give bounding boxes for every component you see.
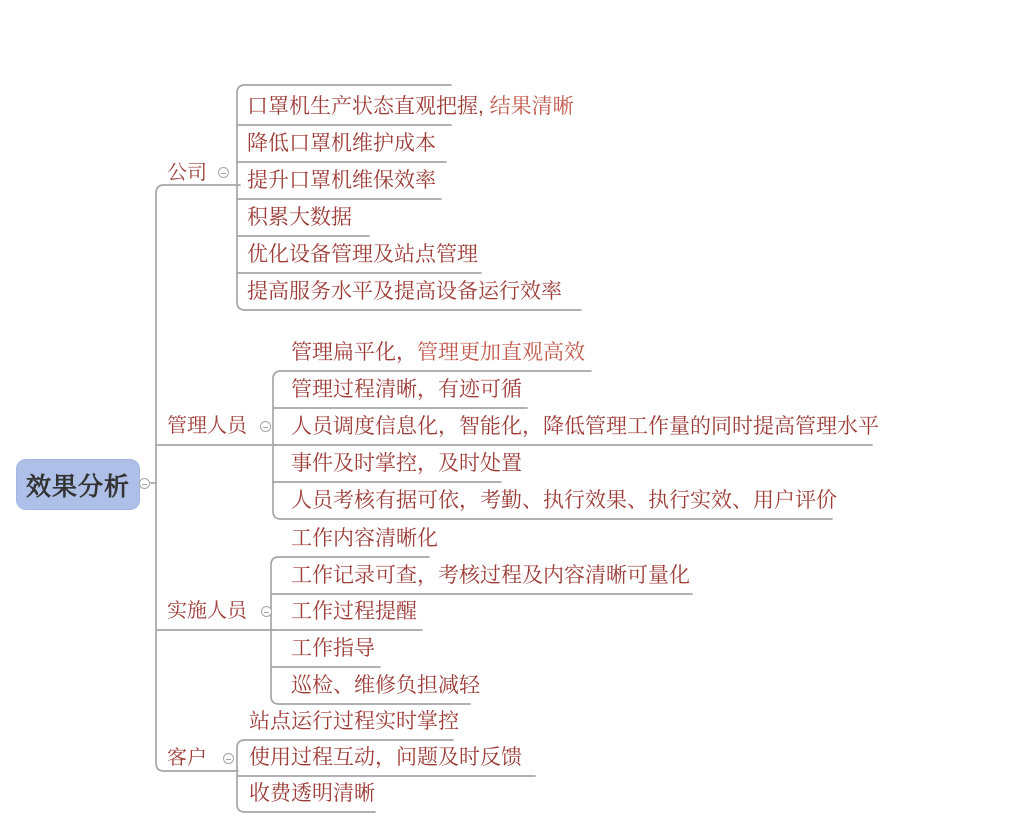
leaf-topic[interactable]: 收费透明清晰 xyxy=(249,782,375,805)
leaf-topic[interactable]: 口罩机生产状态直观把握, 结果清晰 xyxy=(247,95,574,118)
branch-topic-managers[interactable]: 管理人员 xyxy=(167,415,247,437)
leaf-topic[interactable]: 人员考核有据可依，考勤、执行效果、执行实效、用户评价 xyxy=(291,489,837,512)
leaf-topic[interactable]: 积累大数据 xyxy=(247,206,352,229)
collapse-toggle-icon[interactable] xyxy=(218,167,229,178)
branch-topic-customers[interactable]: 客户 xyxy=(167,747,207,769)
leaf-topic[interactable]: 工作过程提醒 xyxy=(291,600,417,623)
trunk-line xyxy=(156,185,240,771)
leaf-topic[interactable]: 降低口罩机维护成本 xyxy=(247,132,436,155)
branch-topic-implementers[interactable]: 实施人员 xyxy=(167,600,247,622)
collapse-toggle-icon[interactable] xyxy=(260,421,271,432)
leaf-topic[interactable]: 工作内容清晰化 xyxy=(291,527,438,550)
leaf-topic[interactable]: 工作记录可查，考核过程及内容清晰可量化 xyxy=(291,564,690,587)
leaf-topic[interactable]: 提升口罩机维保效率 xyxy=(247,169,436,192)
leaf-topic[interactable]: 提高服务水平及提高设备运行效率 xyxy=(247,280,562,303)
leaf-topic[interactable]: 人员调度信息化，智能化，降低管理工作量的同时提高管理水平 xyxy=(291,415,879,438)
collapse-toggle-icon[interactable] xyxy=(139,478,150,489)
collapse-toggle-icon[interactable] xyxy=(223,753,234,764)
root-topic-label: 效果分析 xyxy=(25,472,130,501)
collapse-toggle-icon[interactable] xyxy=(261,606,272,617)
leaf-topic[interactable]: 管理扁平化，管理更加直观高效 xyxy=(291,341,585,364)
leaf-topic[interactable]: 管理过程清晰，有迹可循 xyxy=(291,378,522,401)
leaf-topic[interactable]: 优化设备管理及站点管理 xyxy=(247,243,478,266)
leaf-topic[interactable]: 巡检、维修负担减轻 xyxy=(291,674,480,697)
branch-topic-company[interactable]: 公司 xyxy=(167,162,207,184)
leaf-topic[interactable]: 工作指导 xyxy=(291,637,375,660)
leaf-topic[interactable]: 事件及时掌控，及时处置 xyxy=(291,452,522,475)
leaf-topic[interactable]: 使用过程互动，问题及时反馈 xyxy=(249,746,522,769)
root-topic[interactable] xyxy=(16,459,140,510)
leaf-topic[interactable]: 站点运行过程实时掌控 xyxy=(249,710,459,733)
